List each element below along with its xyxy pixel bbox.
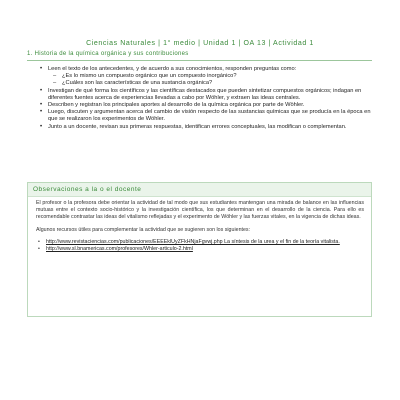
list-item (53, 73, 373, 80)
bullet-icon: • (40, 102, 43, 109)
activity-text: Leen el texto de los antecedentes, y de acuerdo a sus conocimientos, responden preguntas como: (48, 66, 297, 72)
list-item (40, 87, 373, 102)
bullet-icon: • (38, 246, 40, 253)
activity-text: Luego, discuten y argumentan acerca del cambio de visión respecto de las sustancias químicas que se producía en la época en que se realizaron los experimentos de Wöhler. (48, 109, 371, 123)
observations-title-bar (28, 183, 371, 197)
question-text: ¿Es lo mismo un compuesto orgánico que un compuesto inorgánico? (62, 73, 237, 80)
list-item (40, 109, 373, 123)
header-divider (27, 60, 372, 61)
dash-icon: – (53, 80, 57, 87)
section-title: 1. Historia de la química orgánica y sus contribuciones (27, 51, 189, 57)
resource-link[interactable]: http://www.sl.bnamericas.com/profesores/Whler-articulo-2.html (46, 246, 193, 253)
list-item (38, 238, 364, 246)
activity-text: Junto a un docente, revisan sus primeras respuestas, identifican errores conceptuales, las modifican o complementan. (48, 123, 347, 130)
resource-list (36, 239, 364, 253)
resource-link[interactable]: http://www.revistaciencias.com/publicaciones/EEEEklUyZFkHNjaFgvwj.php La síntesis de la urea y el fin de la teoría vitalista. (46, 238, 340, 245)
bullet-icon: • (40, 123, 43, 130)
list-item (40, 102, 373, 109)
list-item (40, 66, 373, 88)
bullet-icon: • (38, 238, 40, 245)
document-header: Ciencias Naturales | 1° medio | Unidad 1 | OA 13 | Actividad 1 (86, 40, 314, 47)
dash-icon: – (53, 73, 57, 80)
observations-paragraph: Algunos recursos útiles para complementar la actividad que se sugieren son los siguientes: (36, 226, 251, 233)
question-list (48, 73, 373, 87)
activity-text: Describen y registran los principales aportes al desarrollo de la química orgánica por parte de Wöhler. (48, 102, 305, 109)
list-item (38, 246, 364, 253)
bullet-icon: • (40, 87, 43, 94)
observations-paragraph: El profesor o la profesora debe orientar la actividad de tal modo que sus estudiantes mantengan una mirada de balance en las influencias mutuas entre el contexto socio-histórico y la investigación científica, los que determinan en el desarrollo de la ciencia. Para ello es recomendable contrastar las ideas del vitalismo reflejadas y el experimento de Wöhler y las fuerzas vitales, en la vigencia de dichas ideas. (36, 200, 364, 221)
observations-body (36, 200, 364, 253)
bullet-icon: • (40, 109, 43, 116)
list-item (53, 80, 373, 87)
list-item (40, 123, 373, 131)
observations-box (27, 182, 372, 317)
bullet-icon: • (40, 66, 43, 72)
question-text: ¿Cuáles son las características de una sustancia orgánica? (62, 80, 213, 87)
observations-title: Observaciones a la o el docente (33, 186, 142, 193)
activity-text: Investigan de qué forma los científicos y las científicas destacados que pueden sintetizar compuestos orgánicos; indagan en diferentes fuentes acerca de experiencias llevadas a cabo por Wöhler, y extraen las ideas centrales. (48, 87, 362, 101)
activity-list (40, 66, 373, 131)
